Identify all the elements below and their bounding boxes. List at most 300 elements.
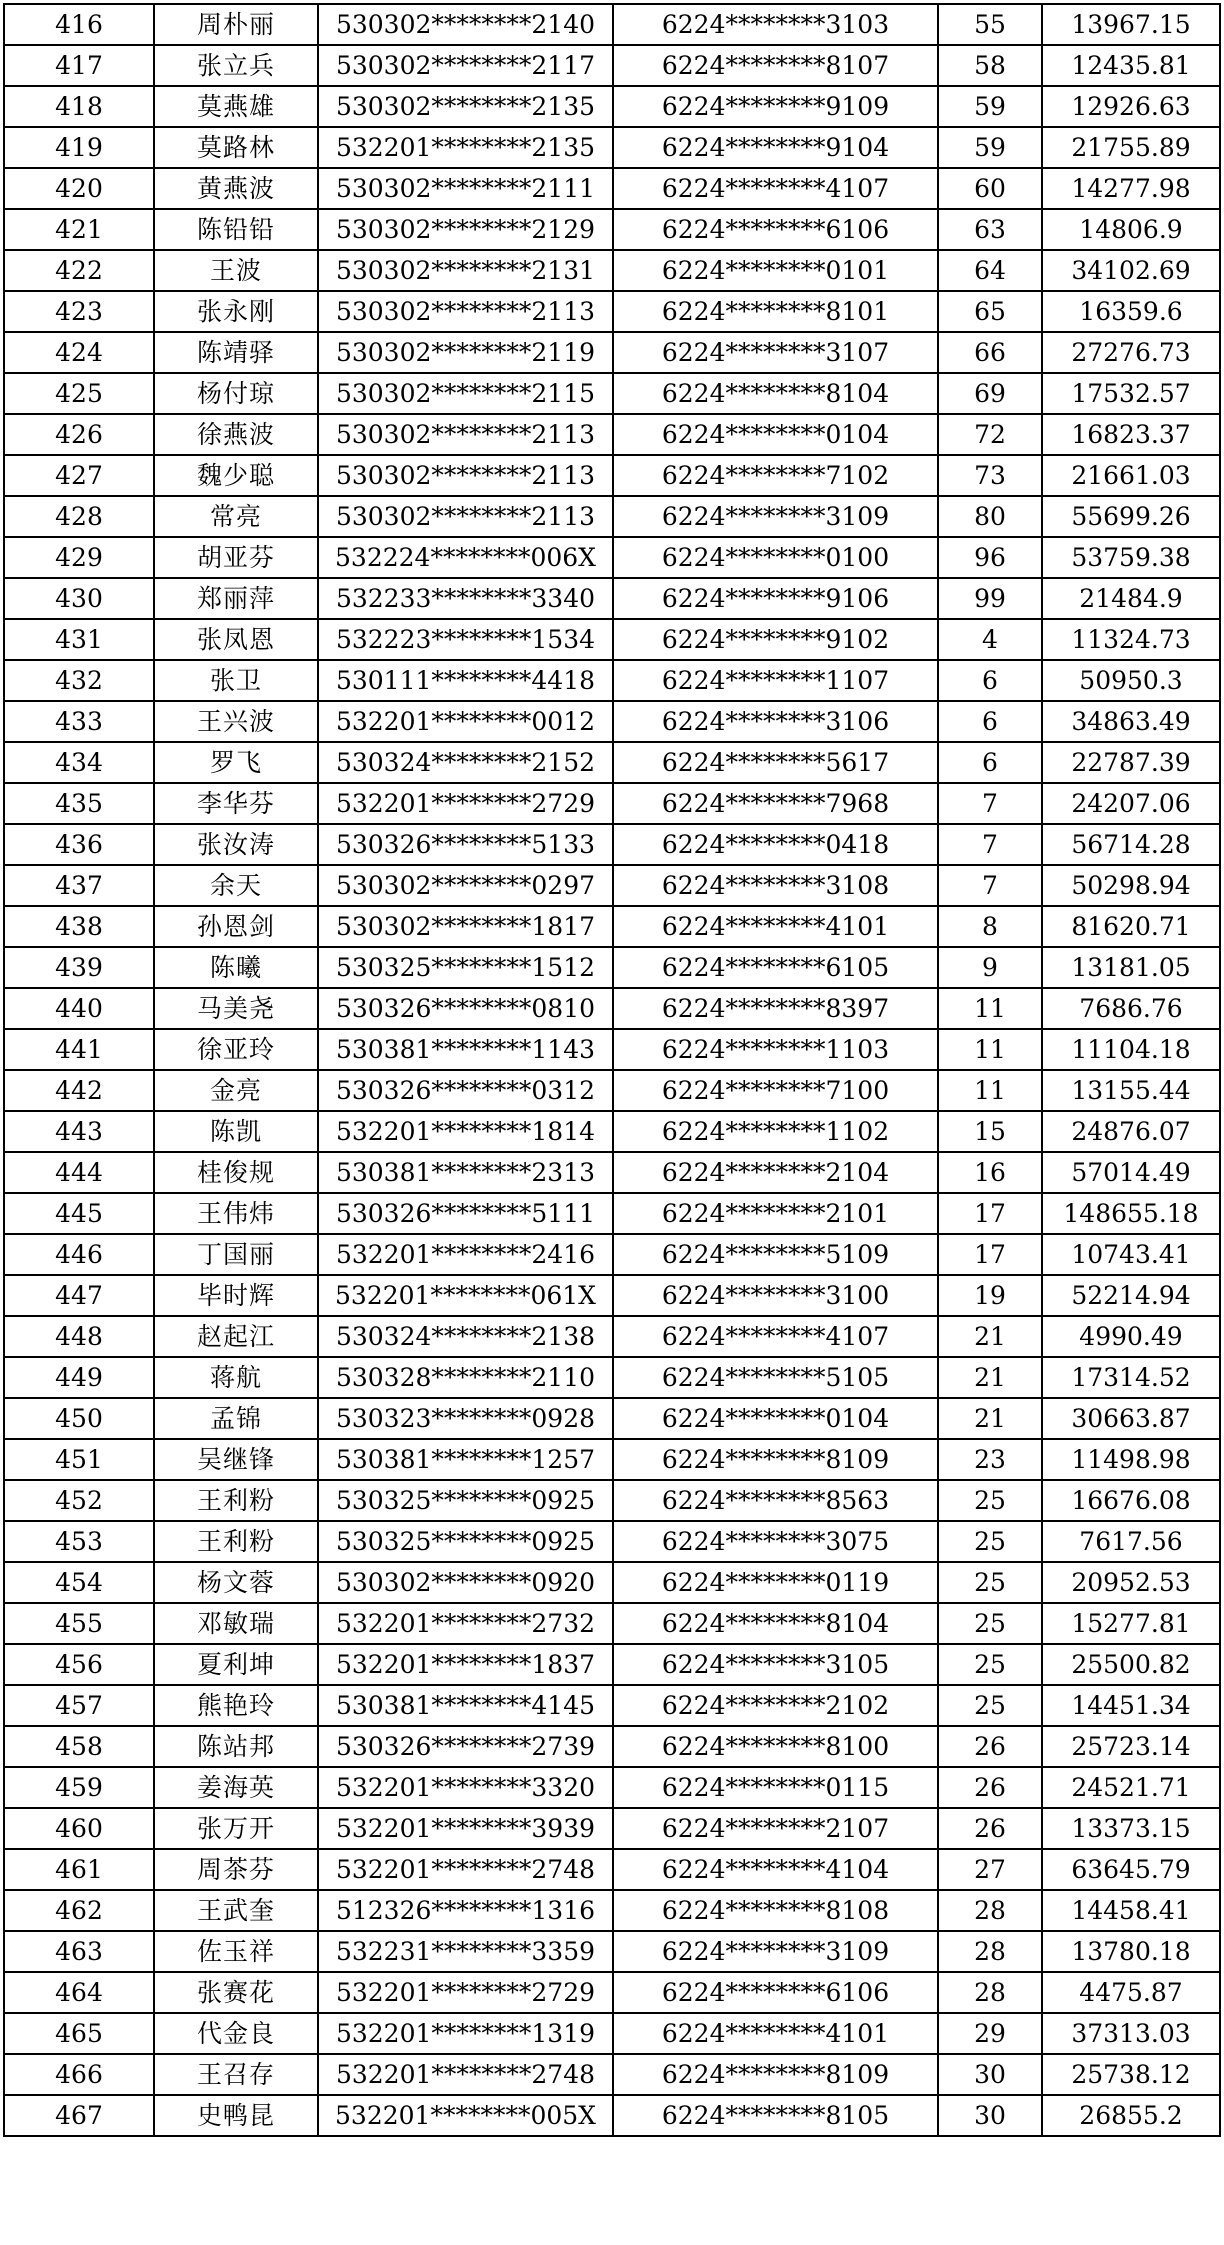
amount-cell: 13181.05 xyxy=(1042,947,1220,988)
id-number-cell: 512326********1316 xyxy=(318,1890,613,1931)
bank-account-cell: 6224********3106 xyxy=(613,701,938,742)
table-row xyxy=(4,291,1220,332)
table-row xyxy=(4,906,1220,947)
table-row xyxy=(4,127,1220,168)
id-number-cell: 530302********2140 xyxy=(318,4,613,45)
id-number-cell: 530302********2131 xyxy=(318,250,613,291)
name-cell: 徐亚玲 xyxy=(154,1029,318,1070)
value-cell: 6 xyxy=(938,660,1042,701)
value-cell: 6 xyxy=(938,742,1042,783)
name-cell: 张凤恩 xyxy=(154,619,318,660)
name-cell: 王伟炜 xyxy=(154,1193,318,1234)
id-number-cell: 532201********3320 xyxy=(318,1767,613,1808)
table-row xyxy=(4,1275,1220,1316)
seq-cell: 462 xyxy=(4,1890,154,1931)
name-cell: 孟锦 xyxy=(154,1398,318,1439)
table-row xyxy=(4,988,1220,1029)
id-number-cell: 532201********1814 xyxy=(318,1111,613,1152)
amount-cell: 13373.15 xyxy=(1042,1808,1220,1849)
table-row xyxy=(4,1644,1220,1685)
name-cell: 陈凯 xyxy=(154,1111,318,1152)
amount-cell: 24521.71 xyxy=(1042,1767,1220,1808)
value-cell: 55 xyxy=(938,4,1042,45)
name-cell: 张立兵 xyxy=(154,45,318,86)
name-cell: 陈曦 xyxy=(154,947,318,988)
amount-cell: 16676.08 xyxy=(1042,1480,1220,1521)
seq-cell: 424 xyxy=(4,332,154,373)
table-row xyxy=(4,414,1220,455)
table-row xyxy=(4,1193,1220,1234)
value-cell: 28 xyxy=(938,1931,1042,1972)
value-cell: 9 xyxy=(938,947,1042,988)
id-number-cell: 530325********1512 xyxy=(318,947,613,988)
table-row xyxy=(4,1234,1220,1275)
id-number-cell: 530326********0810 xyxy=(318,988,613,1029)
bank-account-cell: 6224********4101 xyxy=(613,2013,938,2054)
seq-cell: 454 xyxy=(4,1562,154,1603)
seq-cell: 422 xyxy=(4,250,154,291)
seq-cell: 417 xyxy=(4,45,154,86)
bank-account-cell: 6224********7102 xyxy=(613,455,938,496)
seq-cell: 442 xyxy=(4,1070,154,1111)
seq-cell: 458 xyxy=(4,1726,154,1767)
amount-cell: 57014.49 xyxy=(1042,1152,1220,1193)
value-cell: 65 xyxy=(938,291,1042,332)
id-number-cell: 532201********1319 xyxy=(318,2013,613,2054)
table-row xyxy=(4,947,1220,988)
bank-account-cell: 6224********6106 xyxy=(613,209,938,250)
name-cell: 丁国丽 xyxy=(154,1234,318,1275)
bank-account-cell: 6224********5109 xyxy=(613,1234,938,1275)
value-cell: 59 xyxy=(938,86,1042,127)
name-cell: 陈站邦 xyxy=(154,1726,318,1767)
id-number-cell: 530324********2152 xyxy=(318,742,613,783)
amount-cell: 17314.52 xyxy=(1042,1357,1220,1398)
bank-account-cell: 6224********8563 xyxy=(613,1480,938,1521)
seq-cell: 464 xyxy=(4,1972,154,2013)
value-cell: 7 xyxy=(938,865,1042,906)
seq-cell: 420 xyxy=(4,168,154,209)
table-row xyxy=(4,1029,1220,1070)
value-cell: 6 xyxy=(938,701,1042,742)
bank-account-cell: 6224********8101 xyxy=(613,291,938,332)
value-cell: 11 xyxy=(938,1070,1042,1111)
amount-cell: 14458.41 xyxy=(1042,1890,1220,1931)
value-cell: 16 xyxy=(938,1152,1042,1193)
id-number-cell: 532201********005X xyxy=(318,2095,613,2136)
name-cell: 张卫 xyxy=(154,660,318,701)
bank-account-cell: 6224********1102 xyxy=(613,1111,938,1152)
table-row xyxy=(4,1767,1220,1808)
seq-cell: 456 xyxy=(4,1644,154,1685)
seq-cell: 443 xyxy=(4,1111,154,1152)
id-number-cell: 532201********0012 xyxy=(318,701,613,742)
id-number-cell: 530326********5133 xyxy=(318,824,613,865)
table-row xyxy=(4,1562,1220,1603)
table-row xyxy=(4,783,1220,824)
seq-cell: 427 xyxy=(4,455,154,496)
bank-account-cell: 6224********1107 xyxy=(613,660,938,701)
name-cell: 郑丽萍 xyxy=(154,578,318,619)
amount-cell: 12435.81 xyxy=(1042,45,1220,86)
table-row xyxy=(4,537,1220,578)
bank-account-cell: 6224********7100 xyxy=(613,1070,938,1111)
bank-account-cell: 6224********8104 xyxy=(613,1603,938,1644)
amount-cell: 21484.9 xyxy=(1042,578,1220,619)
id-number-cell: 530302********0920 xyxy=(318,1562,613,1603)
id-number-cell: 530381********2313 xyxy=(318,1152,613,1193)
amount-cell: 25723.14 xyxy=(1042,1726,1220,1767)
id-number-cell: 532201********2729 xyxy=(318,783,613,824)
amount-cell: 24207.06 xyxy=(1042,783,1220,824)
table-row xyxy=(4,824,1220,865)
table-row xyxy=(4,578,1220,619)
amount-cell: 11324.73 xyxy=(1042,619,1220,660)
bank-account-cell: 6224********0115 xyxy=(613,1767,938,1808)
amount-cell: 7617.56 xyxy=(1042,1521,1220,1562)
seq-cell: 467 xyxy=(4,2095,154,2136)
table-row xyxy=(4,2013,1220,2054)
id-number-cell: 530302********2115 xyxy=(318,373,613,414)
bank-account-cell: 6224********4107 xyxy=(613,168,938,209)
name-cell: 余天 xyxy=(154,865,318,906)
table-row xyxy=(4,1070,1220,1111)
seq-cell: 459 xyxy=(4,1767,154,1808)
bank-account-cell: 6224********8104 xyxy=(613,373,938,414)
seq-cell: 450 xyxy=(4,1398,154,1439)
amount-cell: 14277.98 xyxy=(1042,168,1220,209)
amount-cell: 56714.28 xyxy=(1042,824,1220,865)
table-row xyxy=(4,1972,1220,2013)
id-number-cell: 532201********3939 xyxy=(318,1808,613,1849)
value-cell: 25 xyxy=(938,1480,1042,1521)
id-number-cell: 530302********2113 xyxy=(318,455,613,496)
seq-cell: 440 xyxy=(4,988,154,1029)
value-cell: 19 xyxy=(938,1275,1042,1316)
amount-cell: 30663.87 xyxy=(1042,1398,1220,1439)
value-cell: 29 xyxy=(938,2013,1042,2054)
id-number-cell: 530302********2113 xyxy=(318,496,613,537)
id-number-cell: 532233********3340 xyxy=(318,578,613,619)
name-cell: 莫路林 xyxy=(154,127,318,168)
name-cell: 周茶芬 xyxy=(154,1849,318,1890)
seq-cell: 457 xyxy=(4,1685,154,1726)
seq-cell: 451 xyxy=(4,1439,154,1480)
id-number-cell: 530302********0297 xyxy=(318,865,613,906)
bank-account-cell: 6224********0418 xyxy=(613,824,938,865)
id-number-cell: 530326********0312 xyxy=(318,1070,613,1111)
value-cell: 27 xyxy=(938,1849,1042,1890)
seq-cell: 455 xyxy=(4,1603,154,1644)
bank-account-cell: 6224********5617 xyxy=(613,742,938,783)
amount-cell: 63645.79 xyxy=(1042,1849,1220,1890)
amount-cell: 53759.38 xyxy=(1042,537,1220,578)
name-cell: 赵起江 xyxy=(154,1316,318,1357)
table-row xyxy=(4,1439,1220,1480)
table-row xyxy=(4,332,1220,373)
table-row xyxy=(4,496,1220,537)
seq-cell: 429 xyxy=(4,537,154,578)
id-number-cell: 530302********2117 xyxy=(318,45,613,86)
seq-cell: 425 xyxy=(4,373,154,414)
id-number-cell: 530326********2739 xyxy=(318,1726,613,1767)
value-cell: 25 xyxy=(938,1521,1042,1562)
bank-account-cell: 6224********9102 xyxy=(613,619,938,660)
name-cell: 吴继锋 xyxy=(154,1439,318,1480)
bank-account-cell: 6224********3109 xyxy=(613,1931,938,1972)
amount-cell: 148655.18 xyxy=(1042,1193,1220,1234)
bank-account-cell: 6224********0101 xyxy=(613,250,938,291)
seq-cell: 423 xyxy=(4,291,154,332)
value-cell: 21 xyxy=(938,1357,1042,1398)
bank-account-cell: 6224********4107 xyxy=(613,1316,938,1357)
id-number-cell: 532201********2135 xyxy=(318,127,613,168)
id-number-cell: 532201********061X xyxy=(318,1275,613,1316)
name-cell: 胡亚芬 xyxy=(154,537,318,578)
id-number-cell: 530381********1257 xyxy=(318,1439,613,1480)
name-cell: 王武奎 xyxy=(154,1890,318,1931)
id-number-cell: 532201********2729 xyxy=(318,1972,613,2013)
bank-account-cell: 6224********8107 xyxy=(613,45,938,86)
table-row xyxy=(4,742,1220,783)
value-cell: 63 xyxy=(938,209,1042,250)
table-row xyxy=(4,1890,1220,1931)
name-cell: 代金良 xyxy=(154,2013,318,2054)
bank-account-cell: 6224********2107 xyxy=(613,1808,938,1849)
name-cell: 陈靖驿 xyxy=(154,332,318,373)
table-row xyxy=(4,1849,1220,1890)
id-number-cell: 532201********2732 xyxy=(318,1603,613,1644)
id-number-cell: 530302********2119 xyxy=(318,332,613,373)
value-cell: 11 xyxy=(938,1029,1042,1070)
table-row xyxy=(4,1398,1220,1439)
amount-cell: 55699.26 xyxy=(1042,496,1220,537)
id-number-cell: 530381********4145 xyxy=(318,1685,613,1726)
seq-cell: 453 xyxy=(4,1521,154,1562)
amount-cell: 17532.57 xyxy=(1042,373,1220,414)
value-cell: 8 xyxy=(938,906,1042,947)
value-cell: 26 xyxy=(938,1726,1042,1767)
id-number-cell: 530325********0925 xyxy=(318,1480,613,1521)
table-row xyxy=(4,1357,1220,1398)
bank-account-cell: 6224********3103 xyxy=(613,4,938,45)
id-number-cell: 532231********3359 xyxy=(318,1931,613,1972)
bank-account-cell: 6224********3075 xyxy=(613,1521,938,1562)
id-number-cell: 530111********4418 xyxy=(318,660,613,701)
seq-cell: 416 xyxy=(4,4,154,45)
table-row xyxy=(4,701,1220,742)
name-cell: 杨文蓉 xyxy=(154,1562,318,1603)
id-number-cell: 530381********1143 xyxy=(318,1029,613,1070)
seq-cell: 418 xyxy=(4,86,154,127)
name-cell: 王兴波 xyxy=(154,701,318,742)
amount-cell: 7686.76 xyxy=(1042,988,1220,1029)
name-cell: 姜海英 xyxy=(154,1767,318,1808)
table-row xyxy=(4,1726,1220,1767)
value-cell: 25 xyxy=(938,1685,1042,1726)
name-cell: 王波 xyxy=(154,250,318,291)
amount-cell: 26855.2 xyxy=(1042,2095,1220,2136)
name-cell: 金亮 xyxy=(154,1070,318,1111)
seq-cell: 466 xyxy=(4,2054,154,2095)
name-cell: 马美尧 xyxy=(154,988,318,1029)
seq-cell: 438 xyxy=(4,906,154,947)
value-cell: 28 xyxy=(938,1972,1042,2013)
name-cell: 王利粉 xyxy=(154,1521,318,1562)
table-row xyxy=(4,1111,1220,1152)
id-number-cell: 532201********2416 xyxy=(318,1234,613,1275)
name-cell: 史鸭昆 xyxy=(154,2095,318,2136)
seq-cell: 437 xyxy=(4,865,154,906)
amount-cell: 52214.94 xyxy=(1042,1275,1220,1316)
amount-cell: 11104.18 xyxy=(1042,1029,1220,1070)
id-number-cell: 530323********0928 xyxy=(318,1398,613,1439)
id-number-cell: 530302********1817 xyxy=(318,906,613,947)
value-cell: 21 xyxy=(938,1316,1042,1357)
seq-cell: 421 xyxy=(4,209,154,250)
amount-cell: 14451.34 xyxy=(1042,1685,1220,1726)
amount-cell: 16359.6 xyxy=(1042,291,1220,332)
amount-cell: 15277.81 xyxy=(1042,1603,1220,1644)
table-row xyxy=(4,209,1220,250)
bank-account-cell: 6224********2102 xyxy=(613,1685,938,1726)
table-row xyxy=(4,250,1220,291)
bank-account-cell: 6224********3107 xyxy=(613,332,938,373)
id-number-cell: 530328********2110 xyxy=(318,1357,613,1398)
name-cell: 周朴丽 xyxy=(154,4,318,45)
table-row xyxy=(4,455,1220,496)
bank-account-cell: 6224********2104 xyxy=(613,1152,938,1193)
seq-cell: 448 xyxy=(4,1316,154,1357)
bank-account-cell: 6224********1103 xyxy=(613,1029,938,1070)
table-row xyxy=(4,1685,1220,1726)
bank-account-cell: 6224********9104 xyxy=(613,127,938,168)
value-cell: 26 xyxy=(938,1767,1042,1808)
name-cell: 陈铅铅 xyxy=(154,209,318,250)
name-cell: 张汝涛 xyxy=(154,824,318,865)
value-cell: 21 xyxy=(938,1398,1042,1439)
id-number-cell: 530302********2113 xyxy=(318,291,613,332)
value-cell: 26 xyxy=(938,1808,1042,1849)
bank-account-cell: 6224********6105 xyxy=(613,947,938,988)
seq-cell: 419 xyxy=(4,127,154,168)
bank-account-cell: 6224********3105 xyxy=(613,1644,938,1685)
id-number-cell: 532224********006X xyxy=(318,537,613,578)
table-body xyxy=(4,4,1220,2136)
amount-cell: 4475.87 xyxy=(1042,1972,1220,2013)
name-cell: 张万开 xyxy=(154,1808,318,1849)
table-row xyxy=(4,660,1220,701)
value-cell: 17 xyxy=(938,1193,1042,1234)
bank-account-cell: 6224********0104 xyxy=(613,1398,938,1439)
seq-cell: 432 xyxy=(4,660,154,701)
amount-cell: 16823.37 xyxy=(1042,414,1220,455)
payment-table xyxy=(3,3,1221,2137)
bank-account-cell: 6224********3108 xyxy=(613,865,938,906)
seq-cell: 439 xyxy=(4,947,154,988)
value-cell: 30 xyxy=(938,2054,1042,2095)
amount-cell: 13967.15 xyxy=(1042,4,1220,45)
amount-cell: 20952.53 xyxy=(1042,1562,1220,1603)
name-cell: 蒋航 xyxy=(154,1357,318,1398)
id-number-cell: 530326********5111 xyxy=(318,1193,613,1234)
amount-cell: 27276.73 xyxy=(1042,332,1220,373)
amount-cell: 11498.98 xyxy=(1042,1439,1220,1480)
value-cell: 69 xyxy=(938,373,1042,414)
amount-cell: 21755.89 xyxy=(1042,127,1220,168)
table-row xyxy=(4,168,1220,209)
id-number-cell: 532201********2748 xyxy=(318,2054,613,2095)
value-cell: 60 xyxy=(938,168,1042,209)
table-row xyxy=(4,1480,1220,1521)
name-cell: 李华芬 xyxy=(154,783,318,824)
bank-account-cell: 6224********7968 xyxy=(613,783,938,824)
table-row xyxy=(4,45,1220,86)
amount-cell: 25738.12 xyxy=(1042,2054,1220,2095)
table-row xyxy=(4,1603,1220,1644)
bank-account-cell: 6224********8105 xyxy=(613,2095,938,2136)
amount-cell: 12926.63 xyxy=(1042,86,1220,127)
bank-account-cell: 6224********5105 xyxy=(613,1357,938,1398)
amount-cell: 34102.69 xyxy=(1042,250,1220,291)
bank-account-cell: 6224********9106 xyxy=(613,578,938,619)
value-cell: 96 xyxy=(938,537,1042,578)
name-cell: 熊艳玲 xyxy=(154,1685,318,1726)
amount-cell: 34863.49 xyxy=(1042,701,1220,742)
seq-cell: 463 xyxy=(4,1931,154,1972)
seq-cell: 446 xyxy=(4,1234,154,1275)
value-cell: 25 xyxy=(938,1562,1042,1603)
id-number-cell: 530302********2129 xyxy=(318,209,613,250)
bank-account-cell: 6224********8109 xyxy=(613,2054,938,2095)
name-cell: 王召存 xyxy=(154,2054,318,2095)
id-number-cell: 532201********2748 xyxy=(318,1849,613,1890)
value-cell: 80 xyxy=(938,496,1042,537)
name-cell: 张赛花 xyxy=(154,1972,318,2013)
id-number-cell: 532201********1837 xyxy=(318,1644,613,1685)
name-cell: 莫燕雄 xyxy=(154,86,318,127)
seq-cell: 461 xyxy=(4,1849,154,1890)
table-row xyxy=(4,1316,1220,1357)
bank-account-cell: 6224********9109 xyxy=(613,86,938,127)
seq-cell: 445 xyxy=(4,1193,154,1234)
amount-cell: 25500.82 xyxy=(1042,1644,1220,1685)
name-cell: 夏利坤 xyxy=(154,1644,318,1685)
id-number-cell: 530302********2111 xyxy=(318,168,613,209)
bank-account-cell: 6224********2101 xyxy=(613,1193,938,1234)
name-cell: 罗飞 xyxy=(154,742,318,783)
id-number-cell: 530302********2113 xyxy=(318,414,613,455)
table-row xyxy=(4,2054,1220,2095)
seq-cell: 444 xyxy=(4,1152,154,1193)
seq-cell: 433 xyxy=(4,701,154,742)
bank-account-cell: 6224********0104 xyxy=(613,414,938,455)
name-cell: 桂俊规 xyxy=(154,1152,318,1193)
bank-account-cell: 6224********3109 xyxy=(613,496,938,537)
bank-account-cell: 6224********3100 xyxy=(613,1275,938,1316)
bank-account-cell: 6224********6106 xyxy=(613,1972,938,2013)
amount-cell: 21661.03 xyxy=(1042,455,1220,496)
value-cell: 15 xyxy=(938,1111,1042,1152)
table-row xyxy=(4,373,1220,414)
value-cell: 25 xyxy=(938,1644,1042,1685)
seq-cell: 441 xyxy=(4,1029,154,1070)
name-cell: 黄燕波 xyxy=(154,168,318,209)
seq-cell: 428 xyxy=(4,496,154,537)
amount-cell: 13780.18 xyxy=(1042,1931,1220,1972)
amount-cell: 14806.9 xyxy=(1042,209,1220,250)
bank-account-cell: 6224********0100 xyxy=(613,537,938,578)
